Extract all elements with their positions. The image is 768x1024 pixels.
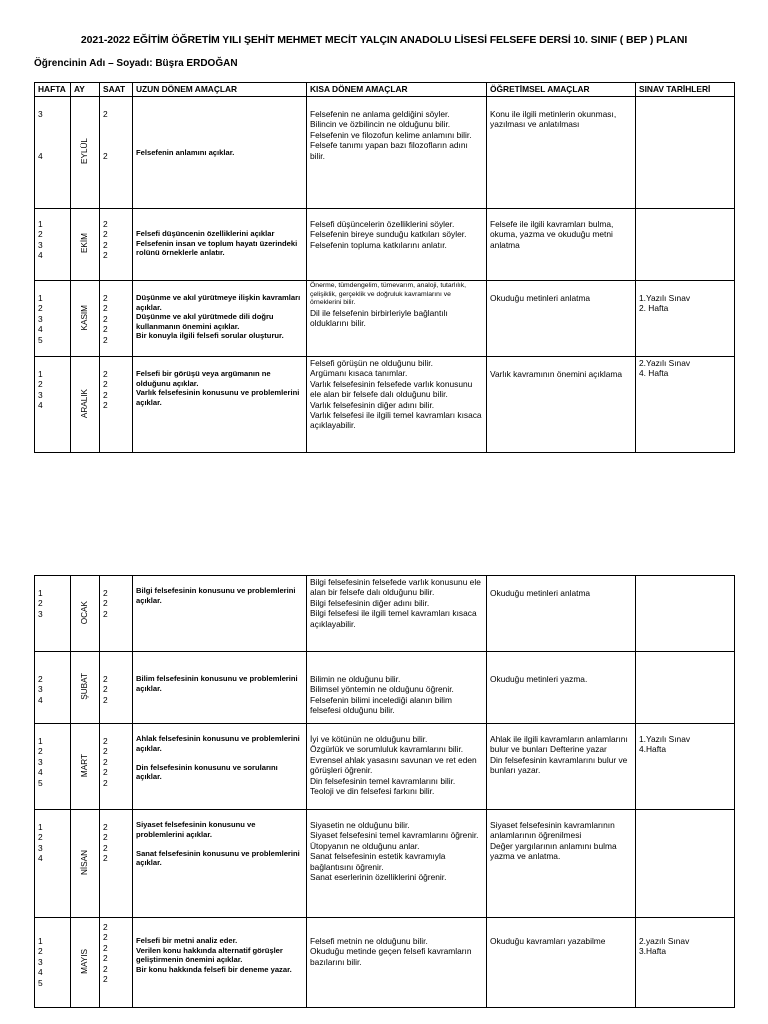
cell-ogretimsel: Varlık kavramının önemini açıklama <box>487 357 636 453</box>
page-title: 2021-2022 EĞİTİM ÖĞRETİM YILI ŞEHİT MEHMET MECİT YALÇIN ANADOLU LİSESİ FELSEFE DERSİ 10. SINIF ( BEP ) PLANI <box>80 34 688 46</box>
month-label: EKİM <box>79 233 89 254</box>
month-label: MAYIS <box>79 948 89 974</box>
cell-ogretimsel: Felsefe ile ilgili kavramları bulma, okuma, yazma ve okuduğu metni anlatma <box>487 209 636 281</box>
student-name: Öğrencinin Adı – Soyadı: Büşra ERDOĞAN <box>34 58 238 69</box>
cell-sinav: 1.Yazılı Sınav 2. Hafta <box>636 281 735 357</box>
cell-ogretimsel: Okuduğu metinleri yazma. <box>487 652 636 724</box>
cell-ogretimsel: Ahlak ile ilgili kavramların anlamlarını bulur ve bunları Defterine yazar Din felsefesinin kavramlarını bulur ve bunları yazar. <box>487 724 636 810</box>
header-uzun-donem: UZUN DÖNEM AMAÇLAR <box>133 83 307 97</box>
header-hafta: HAFTA <box>35 83 71 97</box>
table-row <box>35 918 735 1008</box>
cell-kisa-donem: Felsefi görüşün ne olduğunu bilir. Argümanı kısaca tanımlar. Varlık felsefesinin felsefede varlık konusunu ele alan bir felsefe dalı olduğunu bilir. Varlık felsefesinin diğer adını bilir. Varlık felsefesi ile ilgili temel kavramları kısaca açıklayabilir. <box>307 357 487 453</box>
cell-uzun-donem: Felsefi düşüncenin özelliklerini açıklar Felsefenin insan ve toplum hayatı üzerindeki rolünü örneklerle anlatır. <box>133 209 307 281</box>
kisa-donem-concepts: Önerme, tümdengelim, tümevarım, analoji, tutarlılık, çelişiklik, gerçeklik ve doğruluk kavramlarını ve örneklerini bilir. <box>310 282 467 307</box>
cell-ay <box>71 724 100 810</box>
plan-table-first-term <box>34 82 735 453</box>
month-label: EYLÜL <box>79 138 89 165</box>
cell-ay <box>71 97 100 209</box>
kisa-donem-text: Dil ile felsefenin birbirleriyle bağlantılı olduklarını bilir. <box>310 307 448 329</box>
cell-saat: 2 2 2 2 2 2 <box>100 918 133 1008</box>
cell-ay <box>71 918 100 1008</box>
table-row <box>35 652 735 724</box>
cell-ay <box>71 209 100 281</box>
cell-kisa-donem: Bilimin ne olduğunu bilir. Bilimsel yöntemin ne olduğunu öğrenir. Felsefenin bilimi incelediği alanın bilim felsefesi olduğunu bilir. <box>307 652 487 724</box>
cell-kisa-donem: Felsefi metnin ne olduğunu bilir. Okuduğu metinde geçen felsefi kavramların bazılarını bilir. <box>307 918 487 1008</box>
table-header-row <box>35 83 735 97</box>
cell-hafta: 1 2 3 4 <box>35 810 71 918</box>
cell-saat: 2 2 <box>100 97 133 209</box>
cell-sinav: 2.Yazılı Sınav 4. Hafta <box>636 357 735 453</box>
cell-ay <box>71 576 100 652</box>
cell-saat: 2 2 2 2 <box>100 357 133 453</box>
cell-ay <box>71 810 100 918</box>
cell-ogretimsel: Siyaset felsefesinin kavramlarının anlamlarının öğrenilmesi Değer yargılarının anlamını bulma yazma ve anlatma. <box>487 810 636 918</box>
cell-uzun-donem: Düşünme ve akıl yürütmeye ilişkin kavramları açıklar. Düşünme ve akıl yürütmede dili doğru kullanmanın önemini açıklar. Bir konuyla ilgili felsefi sorular oluşturur. <box>133 281 307 357</box>
month-label: KASIM <box>79 304 89 331</box>
cell-ay <box>71 281 100 357</box>
month-label: MART <box>79 753 89 777</box>
cell-uzun-donem: Felsefi bir görüşü veya argümanın ne olduğunu açıklar. Varlık felsefesinin konusunu ve problemlerini açıklar. <box>133 357 307 453</box>
cell-uzun-donem: Felsefi bir metni analiz eder. Verilen konu hakkında alternatif görüşler geliştirmenin önemini açıklar. Bir konu hakkında felsefi bir deneme yazar. <box>133 918 307 1008</box>
cell-ogretimsel: Okuduğu metinleri anlatma <box>487 576 636 652</box>
cell-uzun-donem: Bilgi felsefesinin konusunu ve problemlerini açıklar. <box>133 576 307 652</box>
month-label: ARALIK <box>79 388 89 418</box>
header-ay: AY <box>71 83 100 97</box>
cell-saat: 2 2 2 2 2 <box>100 724 133 810</box>
cell-sinav <box>636 652 735 724</box>
cell-kisa-donem: Felsefi düşüncelerin özelliklerini söyler. Felsefenin bireye sunduğu katkıları söyler. Felsefenin topluma katkılarını anlatır. <box>307 209 487 281</box>
cell-sinav: 2.yazılı Sınav 3.Hafta <box>636 918 735 1008</box>
cell-kisa-donem <box>307 281 487 357</box>
cell-saat: 2 2 2 2 2 <box>100 281 133 357</box>
plan-table-second-term <box>34 575 735 1008</box>
header-kisa-donem: KISA DÖNEM AMAÇLAR <box>307 83 487 97</box>
cell-saat: 2 2 2 <box>100 652 133 724</box>
cell-ay <box>71 357 100 453</box>
cell-hafta: 1 2 3 4 5 <box>35 918 71 1008</box>
cell-kisa-donem: Felsefenin ne anlama geldiğini söyler. Bilincin ve özbilincin ne olduğunu bilir. Felsefenin ve filozofun kelime anlamını bilir. Felsefe tanımı yapan bazı filozofların adını bilir. <box>307 97 487 209</box>
cell-ay <box>71 652 100 724</box>
table-row <box>35 97 735 209</box>
table-row <box>35 576 735 652</box>
header-saat: SAAT <box>100 83 133 97</box>
cell-saat: 2 2 2 2 <box>100 810 133 918</box>
month-label: ŞUBAT <box>79 672 89 700</box>
cell-sinav <box>636 209 735 281</box>
cell-kisa-donem: Bilgi felsefesinin felsefede varlık konusunu ele alan bir felsefe dalı olduğunu bilir. Bilgi felsefesinin diğer adını bilir. Bilgi felsefesi ile ilgili temel kavramları kısaca açıklayabilir. <box>307 576 487 652</box>
table-row <box>35 281 735 357</box>
month-label: NİSAN <box>79 849 89 875</box>
table-row <box>35 810 735 918</box>
header-sinav: SINAV TARİHLERİ <box>636 83 735 97</box>
cell-hafta: 3 4 <box>35 97 71 209</box>
cell-kisa-donem: İyi ve kötünün ne olduğunu bilir. Özgürlük ve sorumluluk kavramlarını bilir. Evrensel ahlak yasasını savunan ve ret eden görüşleri öğrenir. Din felsefesinin temel kavramlarını bilir. Teoloji ve din felsefesi farkını bilir. <box>307 724 487 810</box>
cell-hafta: 1 2 3 4 <box>35 209 71 281</box>
table-row <box>35 357 735 453</box>
cell-saat: 2 2 2 <box>100 576 133 652</box>
cell-hafta: 1 2 3 <box>35 576 71 652</box>
cell-hafta: 2 3 4 <box>35 652 71 724</box>
table-row <box>35 209 735 281</box>
cell-ogretimsel: Okuduğu metinleri anlatma <box>487 281 636 357</box>
cell-sinav <box>636 576 735 652</box>
month-label: OCAK <box>79 600 89 624</box>
table-row <box>35 724 735 810</box>
cell-hafta: 1 2 3 4 <box>35 357 71 453</box>
cell-sinav <box>636 97 735 209</box>
cell-uzun-donem: Bilim felsefesinin konusunu ve problemlerini açıklar. <box>133 652 307 724</box>
cell-hafta: 1 2 3 4 5 <box>35 724 71 810</box>
cell-kisa-donem: Siyasetin ne olduğunu bilir. Siyaset felsefesini temel kavramlarını öğrenir. Ütopyanın ne olduğunu anlar. Sanat felsefesinin estetik kavramıyla bağlantısını öğrenir. Sanat eserlerinin özelliklerini öğrenir. <box>307 810 487 918</box>
cell-ogretimsel: Konu ile ilgili metinlerin okunması, yazılması ve anlatılması <box>487 97 636 209</box>
cell-uzun-donem: Ahlak felsefesinin konusunu ve problemlerini açıklar. Din felsefesinin konusunu ve sorularını açıklar. <box>133 724 307 810</box>
cell-uzun-donem: Felsefenin anlamını açıklar. <box>133 97 307 209</box>
cell-sinav <box>636 810 735 918</box>
cell-uzun-donem: Siyaset felsefesinin konusunu ve problemlerini açıklar. Sanat felsefesinin konusunu ve problemlerini açıklar. <box>133 810 307 918</box>
cell-saat: 2 2 2 2 <box>100 209 133 281</box>
cell-sinav: 1.Yazılı Sınav 4.Hafta <box>636 724 735 810</box>
header-ogretimsel: ÖĞRETİMSEL AMAÇLAR <box>487 83 636 97</box>
cell-hafta: 1 2 3 4 5 <box>35 281 71 357</box>
cell-ogretimsel: Okuduğu kavramları yazabilme <box>487 918 636 1008</box>
